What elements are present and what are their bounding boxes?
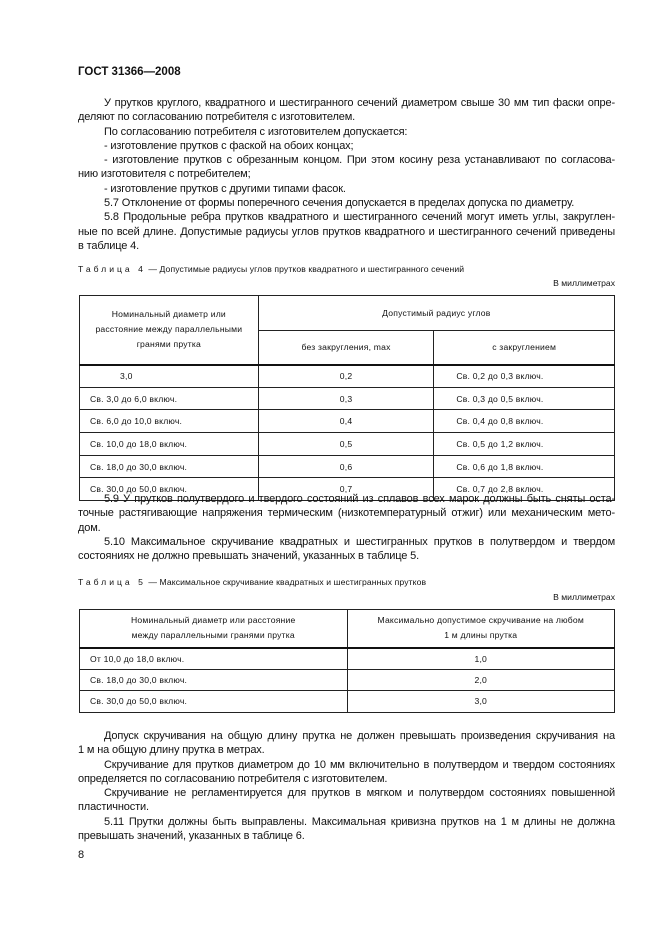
table4-caption-text: — Допустимые радиусы углов прутков квадратного и шестигранного сечений (145, 264, 465, 274)
table4-unit: В миллиметрах (553, 278, 615, 288)
table-cell: Св. 6,0 до 10,0 включ. (80, 410, 259, 433)
table-cell: Св. 30,0 до 50,0 включ. (80, 478, 259, 501)
table-cell: Св. 0,5 до 1,2 включ. (434, 433, 615, 456)
paragraph (78, 196, 615, 210)
paragraph-line: 5.8 Продольные ребра прутков квадратного и шестигранного сечений могут иметь углы, закруглен- (104, 211, 615, 224)
table4-col2-header: без закругления, max (258, 331, 434, 365)
table-cell: Св. 18,0 до 30,0 включ. (80, 455, 259, 478)
paragraph-line: 5.9 У прутков полутвердого и твердого состояний из сплавов всех марок должны быть сняты оста- (104, 493, 615, 505)
table5-caption-prefix: Таблица 5 (78, 577, 146, 587)
table-cell: 0,6 (258, 455, 434, 478)
table4-group-header: Допустимый радиус углов (258, 296, 614, 331)
paragraph (78, 729, 615, 758)
paragraph-line: 1 м на общую длину прутка в метрах. (78, 744, 265, 757)
table-row (80, 387, 615, 410)
paragraph-line: 5.7 Отклонение от формы поперечного сечения допускается в пределах допуска по диаметру. (104, 197, 575, 210)
paragraph-line: определяется по согласованию потребителя с изготовителем. (78, 772, 388, 785)
paragraph (78, 758, 615, 787)
table-cell: Св. 0,3 до 0,5 включ. (434, 387, 615, 410)
paragraph-line: состояниях не должно превышать значений, указанных в таблице 5. (78, 550, 420, 563)
table5-caption (78, 577, 426, 587)
paragraph (78, 96, 615, 125)
paragraph-line: - изготовление прутков с другими типами фасок. (104, 182, 346, 195)
paragraph (78, 153, 615, 182)
table5-col1-header-line: между параллельными гранями прутка (131, 630, 295, 641)
table5 (79, 609, 615, 713)
table5-unit: В миллиметрах (553, 592, 615, 602)
table-cell: 3,0 (347, 691, 615, 713)
paragraph (78, 786, 615, 815)
table4-caption (78, 264, 464, 274)
paragraph-line: в таблице 4. (78, 239, 140, 252)
paragraph (78, 535, 615, 564)
table-cell: 1,0 (347, 648, 615, 670)
paragraph (78, 139, 615, 153)
paragraph-line: точные растягивающие напряжения термическим (низкотемпературный отжиг) или механическим мето- (78, 507, 615, 520)
table4-caption-prefix: Таблица 4 (78, 264, 146, 274)
table-cell: Св. 3,0 до 6,0 включ. (80, 387, 259, 410)
page-number: 8 (78, 849, 85, 861)
table-cell: Св. 0,4 до 0,8 включ. (434, 410, 615, 433)
paragraph (78, 182, 615, 196)
paragraph-line: Скручивание для прутков диаметром до 10 мм включительно в полутвердом и твердом состояниях (104, 758, 615, 771)
table-cell: 0,4 (258, 410, 434, 433)
text-block-intro (78, 96, 615, 253)
paragraph-line: дом. (78, 521, 101, 534)
paragraph-line: - изготовление прутков с обрезанным концом. При этом косину реза устанавливают по согласова- (104, 154, 615, 167)
table5-col1-header (80, 610, 348, 648)
table-cell: Св. 0,2 до 0,3 включ. (434, 365, 615, 388)
table5-col2-header (347, 610, 615, 648)
table-cell: 3,0 (80, 365, 259, 388)
table5-col2-header-line: Максимально допустимое скручивание на любом (377, 615, 584, 626)
paragraph (78, 492, 615, 535)
document-header: ГОСТ 31366—2008 (78, 66, 181, 78)
paragraph (78, 125, 615, 139)
paragraph-line: У прутков круглого, квадратного и шестигранного сечений диаметром свыше 30 мм тип фаски опре- (104, 97, 615, 109)
table-cell: 0,3 (258, 387, 434, 410)
paragraph-line: По согласованию потребителя с изготовителем допускается: (104, 125, 408, 138)
table-cell: 0,5 (258, 433, 434, 456)
table-cell: 0,7 (258, 478, 434, 501)
table-row (80, 648, 615, 670)
paragraph (78, 210, 615, 253)
paragraph-line: Скручивание не регламентируется для прутков в мягком и полутвердом состояниях повышенной (104, 787, 615, 800)
table-row (80, 669, 615, 691)
table-cell: Св. 18,0 до 30,0 включ. (80, 669, 348, 691)
table-cell: 2,0 (347, 669, 615, 691)
paragraph-line: Допуск скручивания на общую длину прутка не должен превышать произведения скручивания на (104, 730, 615, 742)
paragraph (78, 815, 615, 844)
table-cell: 0,2 (258, 365, 434, 388)
table-row (80, 433, 615, 456)
table5-caption-text: — Максимальное скручивание квадратных и шестигранных прутков (145, 577, 427, 587)
table4-col3-header: с закруглением (434, 331, 615, 365)
table-row (80, 691, 615, 713)
text-block-5-9-5-10 (78, 492, 615, 563)
table5-col2-header-line: 1 м длины прутка (444, 630, 518, 641)
paragraph-line: превышать значений, указанных в таблице 6. (78, 830, 305, 843)
paragraph-line: - изготовление прутков с фаской на обоих концах; (104, 139, 354, 152)
table-cell: Св. 30,0 до 50,0 включ. (80, 691, 348, 713)
paragraph-line: ные по всей длине. Допустимые радиусы углов прутков квадратного и шестигранного сечений приведены (78, 225, 615, 238)
table4 (79, 295, 615, 501)
table-cell: Св. 0,6 до 1,8 включ. (434, 455, 615, 478)
table-row (80, 410, 615, 433)
paragraph-line: пластичности. (78, 801, 149, 814)
table-cell: От 10,0 до 18,0 включ. (80, 648, 348, 670)
table-row (80, 365, 615, 388)
table5-col1-header-line: Номинальный диаметр или расстояние (131, 615, 296, 626)
table-row (80, 455, 615, 478)
paragraph-line: 5.11 Прутки должны быть выправлены. Максимальная кривизна прутков на 1 м длины не должна (104, 815, 615, 828)
table-cell: Св. 10,0 до 18,0 включ. (80, 433, 259, 456)
table4-col1-header: Номинальный диаметр или расстояние между параллельными гранями прутка (80, 296, 259, 365)
table-cell: Св. 0,7 до 2,8 включ. (434, 478, 615, 501)
paragraph-line: деляют по согласованию потребителя с изготовителем. (78, 111, 356, 124)
text-block-twist (78, 729, 615, 843)
paragraph-line: 5.10 Максимальное скручивание квадратных и шестигранных прутков в полутвердом и твердом (104, 535, 615, 548)
paragraph-line: нию изготовителя с потребителем; (78, 168, 251, 181)
